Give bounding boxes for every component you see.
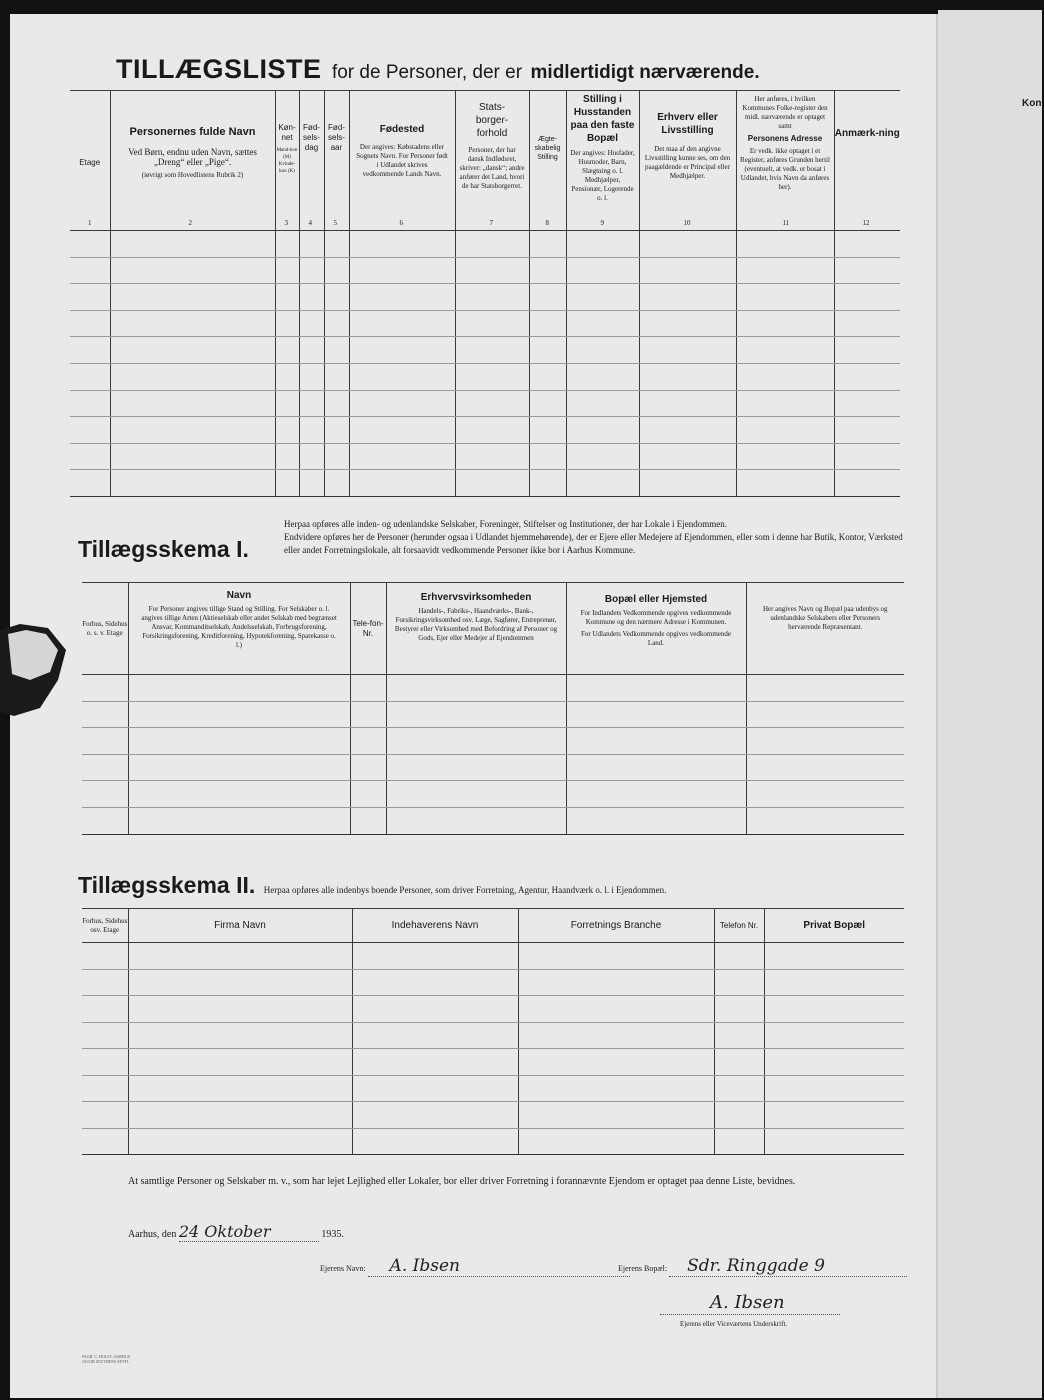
signature-value: A. Ibsen (710, 1292, 785, 1313)
skema2-cell[interactable] (352, 1049, 518, 1076)
owner-address-value: Sdr. Ringgade 9 (669, 1256, 907, 1277)
skema2-row (82, 1102, 904, 1129)
main-table-cell[interactable] (566, 470, 639, 497)
main-table-cell[interactable] (70, 284, 110, 311)
main-table-cell[interactable] (275, 310, 299, 337)
col-foedselsdag: Fød-sels-dag 4 (299, 91, 324, 231)
main-table-cell[interactable] (455, 390, 529, 417)
title-main: TILLÆGSLISTE (116, 54, 322, 84)
main-table-cell[interactable] (299, 443, 324, 470)
skema1-cell[interactable] (350, 701, 386, 728)
skema2-row (82, 1022, 904, 1049)
skema2-cell[interactable] (128, 1075, 352, 1102)
skema1-cell[interactable] (386, 728, 566, 755)
main-table-cell[interactable] (349, 443, 455, 470)
skema2-cell[interactable] (764, 1075, 904, 1102)
skema2-cell[interactable] (352, 996, 518, 1023)
skema2-cell[interactable] (714, 1022, 764, 1049)
skema1-cell[interactable] (386, 754, 566, 781)
main-table-cell[interactable] (639, 231, 736, 258)
main-table-cell[interactable] (834, 363, 900, 390)
skema1-cell[interactable] (128, 781, 350, 808)
skema1-col-etage: Forhus, Sidehus o. s. v. Etage (82, 583, 128, 675)
main-table-row (70, 310, 900, 337)
skema1-cell[interactable] (350, 754, 386, 781)
skema2-row (82, 996, 904, 1023)
skema1-cell[interactable] (128, 728, 350, 755)
main-table-row (70, 390, 900, 417)
main-table-cell[interactable] (324, 363, 349, 390)
main-table-header (70, 91, 900, 231)
skema2-cell[interactable] (128, 1128, 352, 1155)
main-table-cell[interactable] (529, 231, 566, 258)
main-table-cell[interactable] (529, 417, 566, 444)
adjacent-page-fragment: Kon (1022, 98, 1042, 109)
col-anmaerkning: Anmærk-ning 12 (834, 91, 900, 231)
main-table-cell[interactable] (70, 363, 110, 390)
main-table-cell[interactable] (275, 257, 299, 284)
main-table-cell[interactable] (834, 417, 900, 444)
main-table-cell[interactable] (275, 417, 299, 444)
main-table-cell[interactable] (70, 337, 110, 364)
skema1-row (82, 807, 904, 834)
skema1-cell[interactable] (386, 675, 566, 702)
main-table-cell[interactable] (639, 470, 736, 497)
main-table-cell[interactable] (566, 284, 639, 311)
main-table-row (70, 363, 900, 390)
skema1-cell[interactable] (566, 754, 746, 781)
date-city: Aarhus, den (128, 1229, 177, 1240)
skema1-cell[interactable] (350, 781, 386, 808)
skema2-cell[interactable] (352, 1075, 518, 1102)
skema2-col-bopael: Privat Bopæl (764, 909, 904, 943)
skema2-table (82, 908, 904, 1155)
main-table-row (70, 231, 900, 258)
signature-label: Ejerens eller Viceværtens Underskrift. (680, 1320, 788, 1328)
main-table-cell[interactable] (455, 363, 529, 390)
skema1-row (82, 701, 904, 728)
main-table-cell[interactable] (349, 257, 455, 284)
date-handwritten: 24 Oktober (179, 1222, 319, 1242)
main-table-cell[interactable] (275, 231, 299, 258)
main-table-cell[interactable] (349, 390, 455, 417)
skema2-cell[interactable] (518, 1022, 714, 1049)
main-table-cell[interactable] (70, 231, 110, 258)
main-table-row (70, 417, 900, 444)
col-erhverv: Erhverv eller Livsstilling Det maa af den angivne Livsstilling kunne ses, om den paagældende er Principal eller Medhjælper. 10 (639, 91, 736, 231)
main-table-cell[interactable] (736, 284, 834, 311)
main-table-cell[interactable] (324, 310, 349, 337)
skema2-col-firma: Firma Navn (128, 909, 352, 943)
main-table-cell[interactable] (639, 363, 736, 390)
skema2-cell[interactable] (518, 969, 714, 996)
main-table (70, 90, 900, 497)
main-table-cell[interactable] (639, 417, 736, 444)
main-table-cell[interactable] (110, 337, 275, 364)
main-table-cell[interactable] (275, 443, 299, 470)
skema2-header (82, 909, 904, 943)
skema2-cell[interactable] (764, 1022, 904, 1049)
main-table-cell[interactable] (324, 284, 349, 311)
main-table-row (70, 470, 900, 497)
skema1-cell[interactable] (746, 728, 904, 755)
main-table-row (70, 257, 900, 284)
skema2-col-branche: Forretnings Branche (518, 909, 714, 943)
skema2-cell[interactable] (352, 1022, 518, 1049)
main-table-cell[interactable] (834, 231, 900, 258)
adjacent-page (938, 10, 1042, 1398)
skema2-cell[interactable] (714, 996, 764, 1023)
main-table-cell[interactable] (455, 310, 529, 337)
main-table-cell[interactable] (70, 443, 110, 470)
main-table-cell[interactable] (275, 337, 299, 364)
skema2-cell[interactable] (764, 1128, 904, 1155)
main-table-cell[interactable] (275, 470, 299, 497)
col-statsborger: Stats-borger-forhold Personer, der har dansk Indfødsret, skriver: „dansk“; andre anfører det Land, hvori de har Statsborgerret. 7 (455, 91, 529, 231)
main-table-cell[interactable] (529, 310, 566, 337)
main-table-cell[interactable] (639, 390, 736, 417)
skema1-header (82, 583, 904, 675)
skema1-cell[interactable] (386, 807, 566, 834)
main-table-cell[interactable] (529, 443, 566, 470)
main-table-cell[interactable] (455, 417, 529, 444)
main-table-cell[interactable] (566, 363, 639, 390)
col-etage: Etage 1 (70, 91, 110, 231)
col-foedselsaar: Fød-sels-aar 5 (324, 91, 349, 231)
title-part2: midlertidigt nærværende. (530, 62, 760, 83)
main-table-cell[interactable] (349, 284, 455, 311)
skema2-cell[interactable] (128, 996, 352, 1023)
title-part1: for de Personer, der er (331, 62, 523, 83)
main-table-cell[interactable] (834, 284, 900, 311)
col-adresse: Her anføres, i hvilken Kommunes Folke-register den midl. nærværende er optaget samt Personens Adresse Er vedk. ikke optaget i et Register, anføres Grunden hertil (eventuelt, at vedk. er bosat i Udlandet, hvis Navn da anføres her). 11 (736, 91, 834, 231)
skema1-cell[interactable] (746, 701, 904, 728)
main-table-cell[interactable] (639, 337, 736, 364)
main-table-cell[interactable] (110, 363, 275, 390)
skema2-cell[interactable] (518, 1128, 714, 1155)
main-table-cell[interactable] (70, 417, 110, 444)
skema1-cell[interactable] (746, 807, 904, 834)
main-table-cell[interactable] (736, 337, 834, 364)
skema1-cell[interactable] (746, 781, 904, 808)
main-table-cell[interactable] (639, 443, 736, 470)
skema2-row (82, 1075, 904, 1102)
main-table-cell[interactable] (324, 337, 349, 364)
col-stilling-husstand: Stilling i Husstanden paa den faste Bopæl Der angives: Husfader, Husmoder, Barn, Slægtning o. l. Medhjælper, Pensionær, Logerende o. l. 9 (566, 91, 639, 231)
skema2-cell[interactable] (764, 1102, 904, 1129)
main-table-cell[interactable] (349, 363, 455, 390)
skema2-cell[interactable] (714, 943, 764, 970)
main-table-cell[interactable] (455, 284, 529, 311)
main-table-cell[interactable] (275, 284, 299, 311)
skema2-heading (78, 872, 666, 899)
main-table-cell[interactable] (566, 390, 639, 417)
main-table-cell[interactable] (566, 257, 639, 284)
main-table-cell[interactable] (110, 470, 275, 497)
skema2-cell[interactable] (518, 1049, 714, 1076)
main-table-cell[interactable] (736, 470, 834, 497)
skema1-col-navn: Navn For Personer angives tillige Stand og Stilling. For Selskaber o. l. angives tillige Arten (Aktieselskab eller andet Selskab med begrænset Ansvar, Kommanditselskab, Andelsselskab, Forbrugsforening, Forsikringsforening, Kreditforening, Hypotekforening, Sparekasse o. l.) (128, 583, 350, 675)
skema2-cell[interactable] (352, 1128, 518, 1155)
owner-name-line (320, 1256, 630, 1277)
skema1-cell[interactable] (350, 675, 386, 702)
skema2-cell[interactable] (714, 1049, 764, 1076)
main-table-cell[interactable] (349, 470, 455, 497)
main-table-row (70, 337, 900, 364)
skema2-col-telefon: Telefon Nr. (714, 909, 764, 943)
skema2-cell[interactable] (518, 1102, 714, 1129)
main-table-cell[interactable] (299, 470, 324, 497)
skema1-cell[interactable] (82, 754, 128, 781)
skema1-title: Tillægsskema I. (78, 536, 249, 562)
owner-name-label: Ejerens Navn: (320, 1264, 366, 1273)
skema2-cell[interactable] (82, 943, 128, 970)
main-table-row (70, 284, 900, 311)
main-table-cell[interactable] (110, 390, 275, 417)
col-aegteskabelig: Ægte-skabelig Stilling 8 (529, 91, 566, 231)
main-table-cell[interactable] (299, 257, 324, 284)
skema2-cell[interactable] (82, 996, 128, 1023)
main-table-cell[interactable] (736, 443, 834, 470)
main-table-cell[interactable] (299, 390, 324, 417)
skema1-cell[interactable] (566, 807, 746, 834)
main-table-cell[interactable] (566, 310, 639, 337)
main-table-cell[interactable] (834, 390, 900, 417)
skema1-description (284, 518, 904, 557)
skema1-cell[interactable] (566, 675, 746, 702)
main-table-cell[interactable] (834, 310, 900, 337)
main-table-cell[interactable] (639, 310, 736, 337)
skema1-cell[interactable] (746, 754, 904, 781)
skema1-cell[interactable] (386, 781, 566, 808)
skema2-cell[interactable] (352, 1102, 518, 1129)
skema2-cell[interactable] (82, 1102, 128, 1129)
skema2-cell[interactable] (82, 969, 128, 996)
main-table-cell[interactable] (736, 390, 834, 417)
skema1-row (82, 781, 904, 808)
skema2-cell[interactable] (714, 1102, 764, 1129)
main-table-cell[interactable] (70, 470, 110, 497)
skema1-description-b: Endvidere opføres her de Personer (herunder ogsaa i Udlandet hjemmehørende), der er Ejere eller Medejere af Ejendommen, eller som i denne har Butik, Kontor, Værksted eller andet Forretningslokale, alt forsaavidt vedkommende Personer ikke bor i Aarhus Kommune. (284, 532, 903, 555)
main-table-cell[interactable] (736, 310, 834, 337)
skema2-cell[interactable] (82, 1049, 128, 1076)
main-table-row (70, 443, 900, 470)
main-table-cell[interactable] (736, 257, 834, 284)
skema1-cell[interactable] (82, 728, 128, 755)
main-table-cell[interactable] (834, 443, 900, 470)
skema1-col-bopael: Bopæl eller Hjemsted For Indlandets Vedkommende opgives vedkommende Kommune og den nærmere Adresse i Kommunen. For Udlandets Vedkommende opgives vedkommende Land. (566, 583, 746, 675)
skema1-row (82, 754, 904, 781)
skema1-cell[interactable] (82, 807, 128, 834)
skema1-cell[interactable] (350, 728, 386, 755)
main-table-cell[interactable] (299, 310, 324, 337)
skema2-cell[interactable] (352, 943, 518, 970)
main-table-cell[interactable] (566, 443, 639, 470)
skema2-cell[interactable] (82, 1128, 128, 1155)
skema1-cell[interactable] (746, 675, 904, 702)
main-table-cell[interactable] (455, 337, 529, 364)
main-table-cell[interactable] (455, 257, 529, 284)
skema2-cell[interactable] (128, 943, 352, 970)
main-table-cell[interactable] (529, 257, 566, 284)
skema1-cell[interactable] (128, 675, 350, 702)
main-table-cell[interactable] (736, 417, 834, 444)
skema1-col-telefon: Tele-fon-Nr. (350, 583, 386, 675)
skema2-col-indehaver: Indehaverens Navn (352, 909, 518, 943)
skema2-cell[interactable] (82, 1075, 128, 1102)
skema2-cell[interactable] (128, 1102, 352, 1129)
main-table-cell[interactable] (324, 390, 349, 417)
main-table-cell[interactable] (299, 417, 324, 444)
skema1-col-erhverv: Erhvervsvirksomheden Handels-, Fabriks-, Haandværks-, Bank-, Forsikringsvirksomhed osv. Læge, Sagfører, Entreprenør, Bestyrer eller Virksomhed med Befordring af Personer og Gods, Ejer eller Medejer af Ejendommen (386, 583, 566, 675)
main-table-cell[interactable] (324, 443, 349, 470)
main-table-cell[interactable] (110, 231, 275, 258)
main-table-cell[interactable] (110, 284, 275, 311)
main-table-cell[interactable] (349, 417, 455, 444)
main-table-cell[interactable] (529, 470, 566, 497)
skema1-col-repraesentant: Her angives Navn og Bopæl paa udenbys og udenlandske Selskabers eller Personers herværende Repræsentant. (746, 583, 904, 675)
skema2-row (82, 1128, 904, 1155)
skema1-cell[interactable] (386, 701, 566, 728)
main-table-cell[interactable] (834, 257, 900, 284)
main-table-cell[interactable] (834, 337, 900, 364)
main-table-cell[interactable] (455, 231, 529, 258)
skema1-description-a: Herpaa opføres alle inden- og udenlandske Selskaber, Foreninger, Stiftelser og Institutioner, der har Lokale i Ejendommen. (284, 519, 728, 529)
skema1-cell[interactable] (82, 781, 128, 808)
skema2-cell[interactable] (714, 1075, 764, 1102)
skema2-cell[interactable] (714, 1128, 764, 1155)
skema2-row (82, 969, 904, 996)
col-koen: Køn-net Mand-kon (M) Kvinde-kon (K) 3 (275, 91, 299, 231)
main-table-cell[interactable] (566, 337, 639, 364)
owner-address-line (618, 1256, 907, 1277)
skema1-cell[interactable] (128, 754, 350, 781)
main-table-cell[interactable] (736, 363, 834, 390)
date-line (128, 1222, 488, 1242)
main-table-cell[interactable] (324, 470, 349, 497)
col-foedested: Fødested Der angives: Købstadens eller Sognets Navn. For Personer født i Udlandet skrives vedkommende Lands Navn. 6 (349, 91, 455, 231)
col-navn: Personernes fulde Navn Ved Børn, endnu uden Navn, sættes „Dreng“ eller „Pige“. (iøvrigt som Hovedlistens Rubrik 2) 2 (110, 91, 275, 231)
main-table-cell[interactable] (324, 417, 349, 444)
main-table-cell[interactable] (639, 284, 736, 311)
skema1-cell[interactable] (128, 807, 350, 834)
main-table-cell[interactable] (455, 470, 529, 497)
main-table-cell[interactable] (70, 257, 110, 284)
skema1-cell[interactable] (82, 701, 128, 728)
skema2-cell[interactable] (764, 969, 904, 996)
owner-address-label: Ejerens Bopæl: (618, 1264, 668, 1273)
main-table-cell[interactable] (275, 390, 299, 417)
main-table-cell[interactable] (70, 390, 110, 417)
skema2-col-etage: Forhus, Sidehus osv. Etage (82, 909, 128, 943)
main-table-cell[interactable] (455, 443, 529, 470)
skema1-cell[interactable] (566, 701, 746, 728)
main-table-cell[interactable] (639, 257, 736, 284)
torn-paper-fragment (0, 620, 70, 720)
skema1-cell[interactable] (566, 728, 746, 755)
skema1-cell[interactable] (82, 675, 128, 702)
main-table-cell[interactable] (110, 257, 275, 284)
main-table-cell[interactable] (324, 231, 349, 258)
skema1-row (82, 675, 904, 702)
main-table-cell[interactable] (324, 257, 349, 284)
main-table-cell[interactable] (566, 231, 639, 258)
main-table-cell[interactable] (110, 443, 275, 470)
skema2-title: Tillægsskema II. (78, 872, 256, 898)
main-table-cell[interactable] (566, 417, 639, 444)
main-table-cell[interactable] (529, 284, 566, 311)
skema1-cell[interactable] (350, 807, 386, 834)
main-table-cell[interactable] (529, 390, 566, 417)
skema1-row (82, 728, 904, 755)
skema2-cell[interactable] (764, 1049, 904, 1076)
main-table-cell[interactable] (299, 363, 324, 390)
main-table-cell[interactable] (70, 310, 110, 337)
date-year: 1935. (321, 1229, 344, 1240)
skema2-row (82, 1049, 904, 1076)
main-table-cell[interactable] (349, 310, 455, 337)
main-table-cell[interactable] (299, 337, 324, 364)
main-table-cell[interactable] (736, 231, 834, 258)
skema2-description: Herpaa opføres alle indenbys boende Personer, som driver Forretning, Agentur, Haandværk o. l. i Ejendommen. (263, 885, 667, 895)
main-table-cell[interactable] (275, 363, 299, 390)
main-table-cell[interactable] (349, 337, 455, 364)
skema2-cell[interactable] (764, 943, 904, 970)
skema2-cell[interactable] (518, 996, 714, 1023)
skema2-cell[interactable] (352, 969, 518, 996)
skema2-cell[interactable] (518, 943, 714, 970)
main-table-cell[interactable] (529, 337, 566, 364)
main-table-cell[interactable] (529, 363, 566, 390)
form-page (10, 14, 936, 1398)
skema2-cell[interactable] (128, 969, 352, 996)
skema2-cell[interactable] (82, 1022, 128, 1049)
printer-mark: FAGB. C. HOLST, AARHUS JACOB ZEUTHENS EFTFL (82, 1354, 130, 1364)
skema2-cell[interactable] (128, 1022, 352, 1049)
main-table-cell[interactable] (299, 284, 324, 311)
skema2-row (82, 943, 904, 970)
page-title (116, 54, 936, 85)
skema1-cell[interactable] (566, 781, 746, 808)
main-table-cell[interactable] (299, 231, 324, 258)
owner-name-value: A. Ibsen (368, 1256, 630, 1277)
skema2-cell[interactable] (518, 1075, 714, 1102)
skema2-cell[interactable] (714, 969, 764, 996)
main-table-cell[interactable] (110, 310, 275, 337)
main-table-cell[interactable] (110, 417, 275, 444)
main-table-cell[interactable] (834, 470, 900, 497)
skema2-cell[interactable] (764, 996, 904, 1023)
certification-statement: At samtlige Personer og Selskaber m. v., som har lejet Lejlighed eller Lokaler, bor eller driver Forretning i forannævnte Ejendom er optaget paa denne Liste, bevidnes. (128, 1176, 796, 1187)
main-table-cell[interactable] (349, 231, 455, 258)
skema2-cell[interactable] (128, 1049, 352, 1076)
skema1-cell[interactable] (128, 701, 350, 728)
skema1-table (82, 582, 904, 835)
